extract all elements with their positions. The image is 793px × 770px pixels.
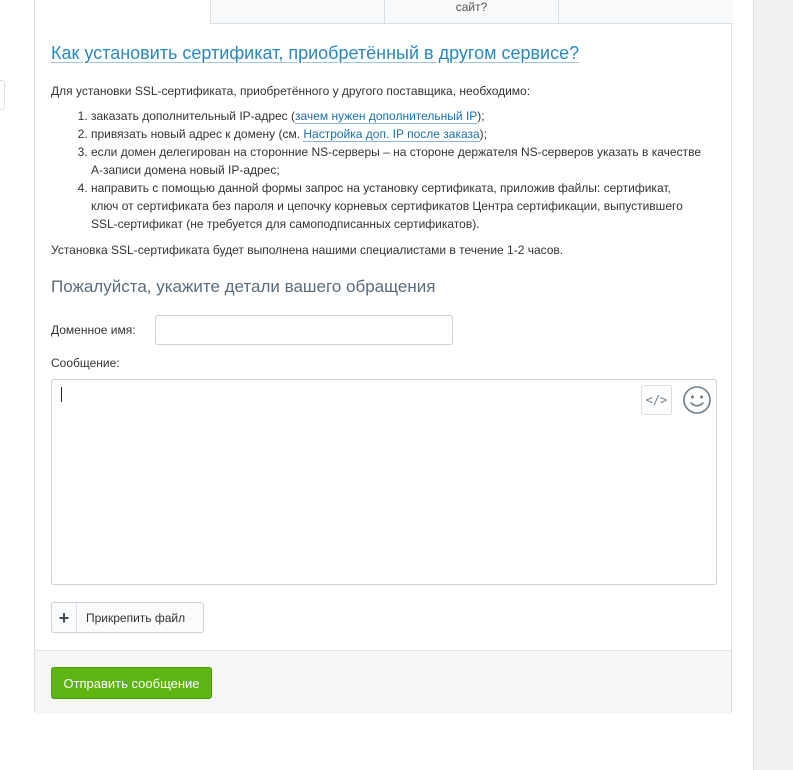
article-intro: Для установки SSL-сертификата, приобретённого у другого поставщика, необходимо: [51, 84, 531, 98]
code-insert-button[interactable]: </> [641, 385, 672, 415]
question-tab-1[interactable] [211, 0, 385, 23]
installation-note: Установка SSL-сертификата будет выполнена нашими специалистами в течение 1-2 часов. [51, 243, 564, 257]
step-item: 2. привязать новый адрес к домену (см. Настройка доп. IP после заказа); [91, 125, 701, 143]
smiley-icon[interactable] [681, 384, 713, 416]
right-sidebar-background [753, 0, 793, 770]
left-panel-edge [0, 80, 5, 110]
send-message-button[interactable]: Отправить сообщение [51, 667, 212, 699]
plus-icon: + [52, 603, 77, 632]
question-tab-2-label: сайт? [455, 0, 488, 14]
step-item: 4. направить с помощью данной формы запрос на установку сертификата, приложив файлы: сертификат, ключ от сертификата без пароля и цепочку корневых сертификатов Центра сертификации, выпустившего SSL-сертификат (не требуется для самоподписанных сертификатов). [91, 179, 701, 233]
ticket-form-card [34, 0, 732, 714]
attach-file-label: Прикрепить файл [86, 610, 186, 625]
article-title: Как установить сертификат, приобретённый в другом сервисе? [51, 43, 580, 63]
form-heading: Пожалуйста, укажите детали вашего обращения [51, 277, 436, 296]
step-item: 3. если домен делегирован на сторонние NS-серверы – на стороне держателя NS-серверов указать в качестве A-записи домена новый IP-адрес; [91, 143, 701, 179]
text-caret [61, 387, 62, 402]
question-tabs-row [210, 0, 733, 24]
extra-ip-setup-link[interactable]: Настройка доп. IP после заказа [303, 127, 480, 141]
domain-label: Доменное имя: [51, 323, 136, 337]
domain-input[interactable] [155, 315, 453, 345]
why-extra-ip-link[interactable]: зачем нужен дополнительный IP [295, 109, 478, 123]
attach-file-button[interactable] [51, 602, 204, 633]
form-footer [35, 650, 731, 714]
message-label: Сообщение: [51, 356, 120, 370]
step-item: 1. заказать дополнительный IP-адрес (зачем нужен дополнительный IP); [91, 107, 701, 125]
message-textarea[interactable] [51, 379, 717, 585]
question-tab-3[interactable] [559, 0, 733, 23]
question-tab-2[interactable] [385, 0, 559, 23]
instruction-steps [51, 107, 701, 233]
